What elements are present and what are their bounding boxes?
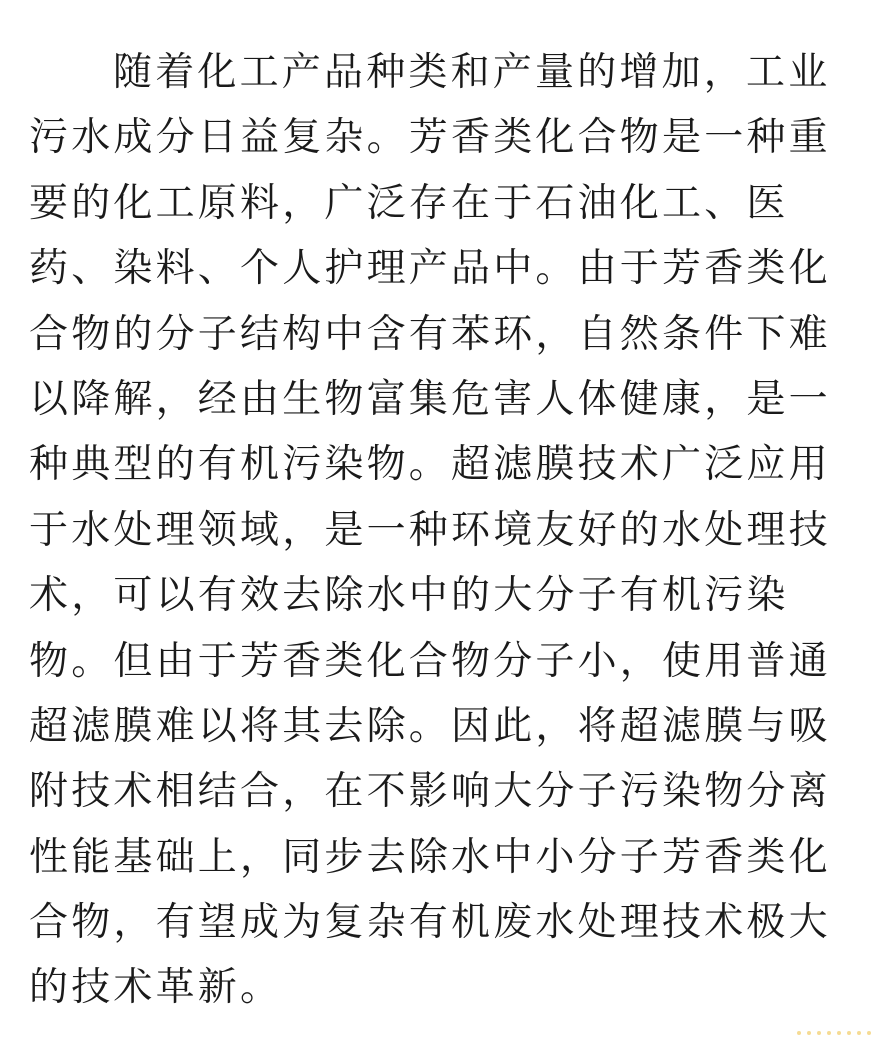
paragraph-line: 性能基础上，同步去除水中小分子芳香类化 — [29, 834, 831, 880]
article-paragraph — [29, 40, 855, 1021]
paragraph-line: 物。但由于芳香类化合物分子小，使用普通 — [29, 638, 831, 684]
paragraph-line: 术，可以有效去除水中的大分子有机污染 — [29, 573, 789, 619]
paragraph-line: 随着化工产品种类和产量的增加，工业 — [113, 50, 831, 95]
paragraph-line: 超滤膜难以将其去除。因此，将超滤膜与吸 — [29, 703, 831, 749]
paragraph-line: 要的化工原料，广泛存在于石油化工、医 — [29, 180, 789, 226]
paragraph-line: 附技术相结合，在不影响大分子污染物分离 — [29, 769, 831, 815]
paragraph-line: 合物的分子结构中含有苯环，自然条件下难 — [29, 311, 831, 357]
paragraph-line: 种典型的有机污染物。超滤膜技术广泛应用 — [29, 442, 831, 488]
paragraph-line: 的技术革新。 — [29, 965, 283, 1011]
dotted-watermark — [797, 1031, 871, 1035]
paragraph-line: 以降解，经由生物富集危害人体健康，是一 — [29, 376, 831, 422]
paragraph-line: 药、染料、个人护理产品中。由于芳香类化 — [29, 246, 831, 292]
paragraph-line: 合物，有望成为复杂有机废水处理技术极大 — [29, 900, 831, 946]
paragraph-line: 污水成分日益复杂。芳香类化合物是一种重 — [29, 115, 831, 161]
paragraph-line: 于水处理领域，是一种环境友好的水处理技 — [29, 507, 831, 553]
